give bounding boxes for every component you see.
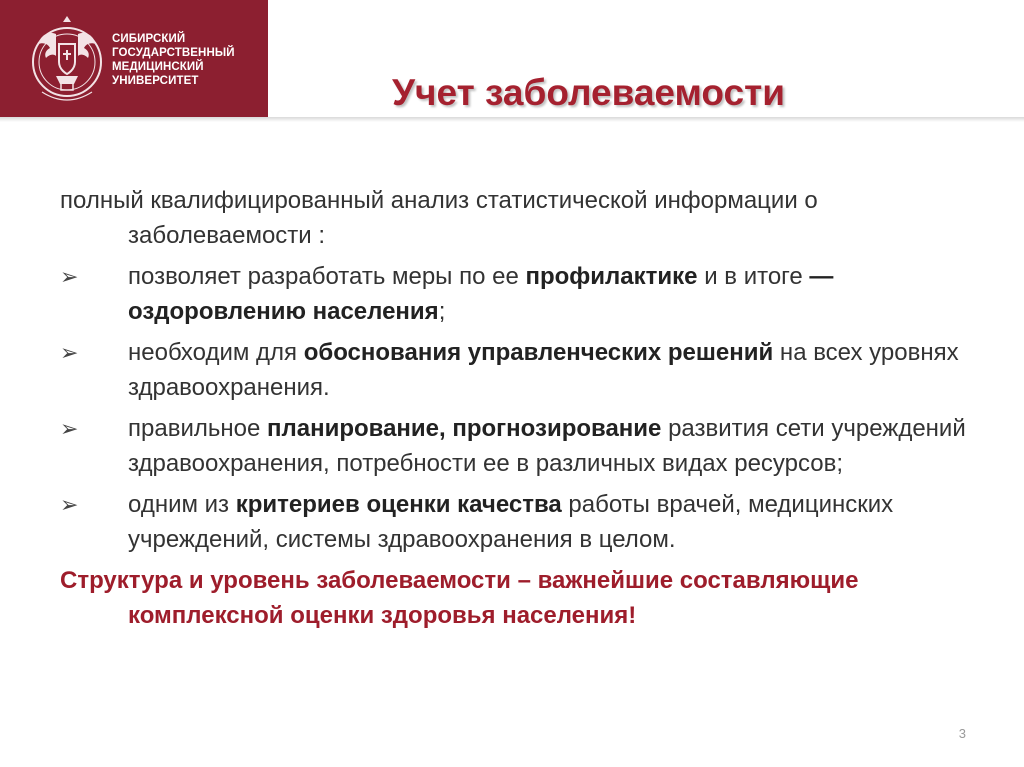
- bullet-text-bold: — оздоровлению населения: [128, 263, 834, 325]
- slide-title: Учет заболеваемости: [392, 72, 785, 113]
- bullet-item: [60, 335, 980, 405]
- bullet-text-segment: одним из: [128, 491, 236, 518]
- university-name-line: МЕДИЦИНСКИЙ: [112, 61, 204, 73]
- bullet-text: [128, 339, 959, 401]
- arrow-bullet-icon: ➢: [60, 264, 79, 289]
- page-number: 3: [958, 726, 966, 741]
- header-divider: [0, 117, 1024, 122]
- bullet-text-segment: работы врачей, медицинских учреждений, системы здравоохранения в целом.: [128, 491, 894, 553]
- university-name: [112, 32, 264, 88]
- bullet-item: [60, 259, 980, 329]
- lead-paragraph: полный квалифицированный анализ статистической информации о заболеваемости :: [60, 187, 818, 249]
- arrow-bullet-icon: ➢: [60, 416, 79, 441]
- bullet-item: [60, 487, 980, 557]
- bullet-text-segment: развития сети учреждений здравоохранения, потребности ее в различных видах ресурсов;: [128, 415, 966, 477]
- university-emblem-icon: [28, 10, 106, 108]
- university-header-band: [0, 0, 268, 118]
- bullet-text-segment: на всех уровнях здравоохранения.: [128, 339, 959, 401]
- arrow-bullet-icon: ➢: [60, 340, 79, 365]
- bullet-text-bold: обоснования управленческих решений: [303, 339, 774, 366]
- bullet-text-bold: планирование, прогнозирование: [266, 415, 662, 442]
- slide-body: [60, 183, 980, 633]
- bullet-text-bold: профилактике: [525, 263, 698, 290]
- bullet-text-segment: правильное: [128, 415, 267, 442]
- bullet-text: [128, 263, 833, 325]
- university-name-line: СИБИРСКИЙ: [112, 33, 186, 45]
- bullet-text-segment: необходим для: [128, 339, 304, 366]
- arrow-bullet-icon: ➢: [60, 492, 79, 517]
- bullet-text-segment: и в итоге: [697, 263, 810, 290]
- bullet-text-bold: критериев оценки качества: [235, 491, 562, 518]
- bullet-text: [128, 491, 893, 553]
- university-name-line: ГОСУДАРСТВЕННЫЙ: [112, 47, 235, 59]
- bullet-item: [60, 411, 980, 481]
- university-name-line: УНИВЕРСИТЕТ: [112, 75, 199, 87]
- bullet-text-segment: позволяет разработать меры по ее: [128, 263, 526, 290]
- bullet-text-segment: ;: [438, 298, 446, 325]
- bullet-text: [128, 415, 966, 477]
- conclusion-statement: Структура и уровень заболеваемости – важнейшие составляющие комплексной оценки здоровья населения!: [60, 567, 859, 629]
